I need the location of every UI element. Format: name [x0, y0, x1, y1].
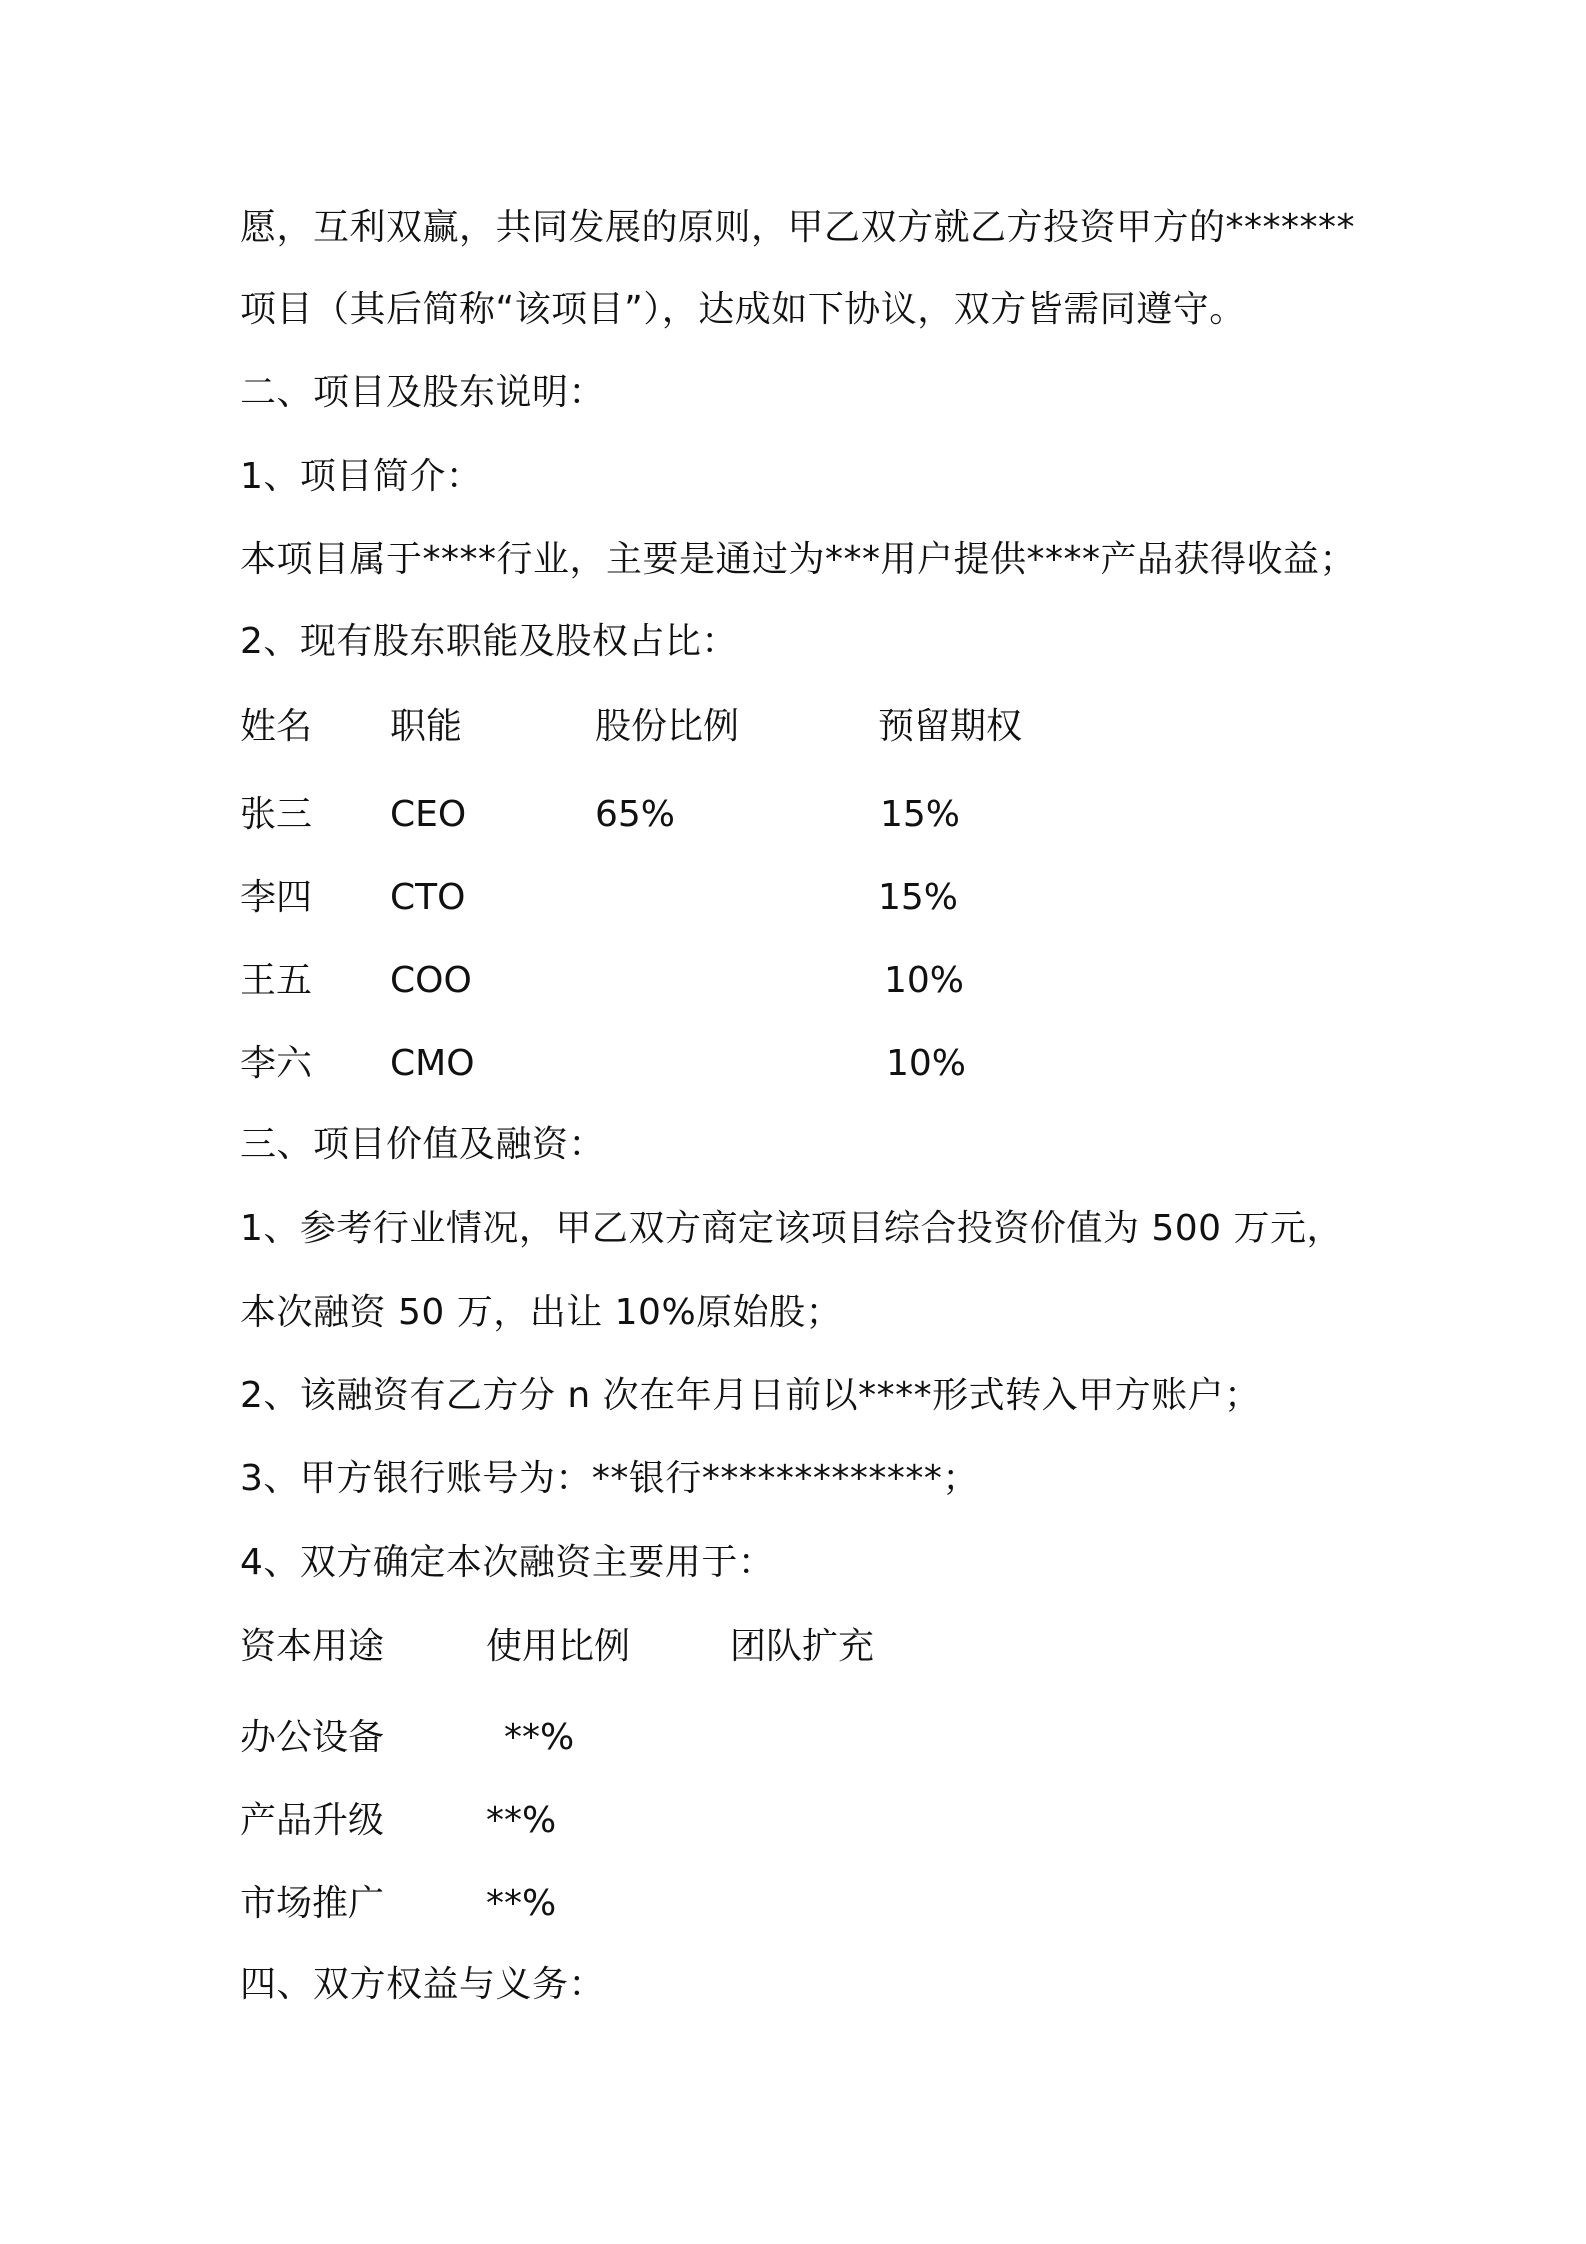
row-use: 办公设备: [240, 1717, 385, 1758]
header-role: 职能: [390, 706, 463, 747]
row-ratio: **%: [486, 1883, 557, 1924]
section-4-title: 四、双方权益与义务：: [240, 1964, 606, 2005]
section-3-item3: 3、甲方银行账号为：**银行*************；: [240, 1458, 979, 1499]
paragraph-intro-line2: 项目（其后简称“该项目”），达成如下协议，双方皆需同遵守。: [240, 289, 1246, 330]
row-name: 王五: [240, 960, 313, 1001]
row-name: 李四: [240, 877, 313, 918]
row-option: 10%: [884, 960, 965, 1001]
row-role: COO: [390, 960, 472, 1001]
section-3-title: 三、项目价值及融资：: [240, 1124, 606, 1165]
header-share: 股份比例: [595, 706, 740, 747]
section-2-title: 二、项目及股东说明：: [240, 372, 606, 413]
subsection-shareholders-title: 2、现有股东职能及股权占比：: [240, 621, 738, 662]
paragraph-intro-line1: 愿，互利双赢，共同发展的原则，甲乙双方就乙方投资甲方的*******: [240, 207, 1356, 248]
section-3-item1-line2: 本次融资 50 万，出让 10%原始股；: [240, 1292, 843, 1333]
row-share: 65%: [595, 794, 676, 835]
subsection-project-intro-title: 1、项目简介：: [240, 456, 483, 497]
section-3-item2: 2、该融资有乙方分 n 次在年月日前以****形式转入甲方账户；: [240, 1375, 1261, 1416]
row-name: 李六: [240, 1043, 313, 1084]
header-capital-use: 资本用途: [240, 1626, 385, 1667]
row-role: CMO: [390, 1043, 475, 1084]
section-3-item1-line1: 1、参考行业情况，甲乙双方商定该项目综合投资价值为 500 万元，: [240, 1208, 1344, 1249]
header-name: 姓名: [240, 706, 313, 747]
row-option: 15%: [880, 794, 961, 835]
section-3-item4: 4、双方确定本次融资主要用于：: [240, 1542, 775, 1583]
row-role: CTO: [390, 877, 466, 918]
header-team-expansion: 团队扩充: [730, 1626, 875, 1667]
header-option: 预留期权: [878, 706, 1023, 747]
header-usage-ratio: 使用比例: [486, 1626, 631, 1667]
row-ratio: **%: [486, 1800, 557, 1841]
row-use: 产品升级: [240, 1800, 385, 1841]
row-name: 张三: [240, 794, 313, 835]
row-use: 市场推广: [240, 1883, 385, 1924]
row-option: 10%: [886, 1043, 967, 1084]
row-option: 15%: [878, 877, 959, 918]
row-ratio: **%: [504, 1717, 575, 1758]
row-role: CEO: [390, 794, 467, 835]
subsection-project-intro-text: 本项目属于****行业，主要是通过为***用户提供****产品获得收益；: [240, 539, 1357, 580]
